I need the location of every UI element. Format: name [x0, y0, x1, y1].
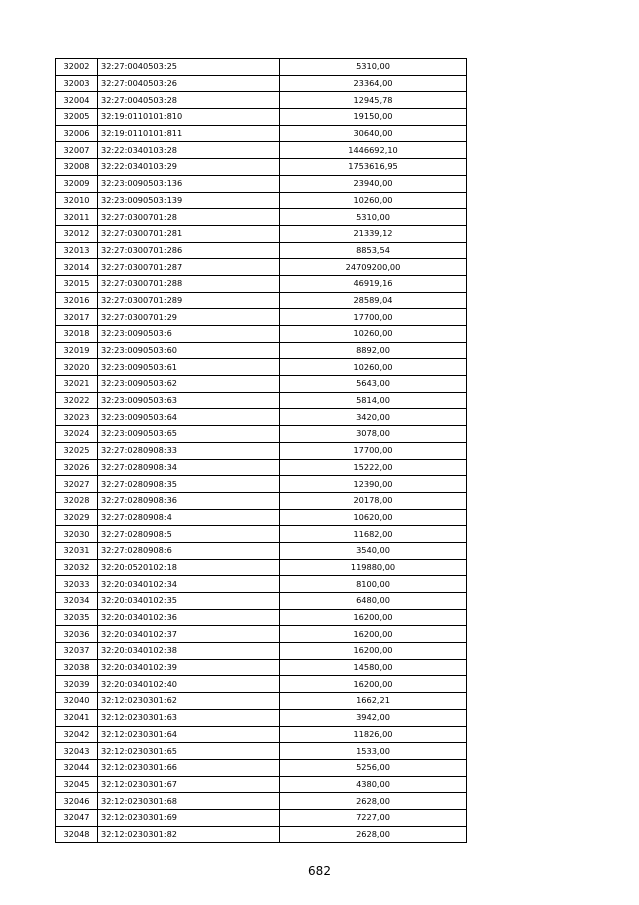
cadastral-number-cell: 32:27:0300701:288: [98, 275, 280, 292]
value-cell: 21339,12: [280, 225, 467, 242]
value-cell: 16200,00: [280, 626, 467, 643]
table-row: [56, 142, 467, 159]
row-number-cell: 32013: [56, 242, 98, 259]
table-row: [56, 426, 467, 443]
row-number-cell: 32010: [56, 192, 98, 209]
row-number-cell: 32005: [56, 109, 98, 126]
value-cell: 5310,00: [280, 59, 467, 76]
value-cell: 10260,00: [280, 192, 467, 209]
cadastral-number-cell: 32:27:0300701:287: [98, 259, 280, 276]
cadastral-number-cell: 32:20:0340102:39: [98, 659, 280, 676]
row-number-cell: 32006: [56, 125, 98, 142]
row-number-cell: 32020: [56, 359, 98, 376]
table-row: [56, 275, 467, 292]
row-number-cell: 32042: [56, 726, 98, 743]
cadastral-number-cell: 32:12:0230301:82: [98, 826, 280, 843]
row-number-cell: 32029: [56, 509, 98, 526]
cadastral-number-cell: 32:20:0340102:37: [98, 626, 280, 643]
cadastral-number-cell: 32:12:0230301:66: [98, 759, 280, 776]
cadastral-number-cell: 32:12:0230301:64: [98, 726, 280, 743]
cadastral-number-cell: 32:27:0300701:281: [98, 225, 280, 242]
cadastral-number-cell: 32:20:0340102:38: [98, 643, 280, 660]
table-row: [56, 542, 467, 559]
table-row: [56, 59, 467, 76]
row-number-cell: 32043: [56, 743, 98, 760]
row-number-cell: 32033: [56, 576, 98, 593]
value-cell: 14580,00: [280, 659, 467, 676]
cadastral-number-cell: 32:27:0280908:36: [98, 492, 280, 509]
table-row: [56, 92, 467, 109]
table-row: [56, 743, 467, 760]
table-row: [56, 793, 467, 810]
value-cell: 4380,00: [280, 776, 467, 793]
table-body: [56, 59, 467, 843]
table-row: [56, 342, 467, 359]
value-cell: 5643,00: [280, 376, 467, 393]
row-number-cell: 32016: [56, 292, 98, 309]
value-cell: 23940,00: [280, 175, 467, 192]
table-row: [56, 759, 467, 776]
row-number-cell: 32004: [56, 92, 98, 109]
cadastral-number-cell: 32:19:0110101:811: [98, 125, 280, 142]
row-number-cell: 32023: [56, 409, 98, 426]
table-row: [56, 326, 467, 343]
table-row: [56, 376, 467, 393]
table-row: [56, 809, 467, 826]
cadastral-number-cell: 32:23:0090503:62: [98, 376, 280, 393]
table-row: [56, 709, 467, 726]
row-number-cell: 32003: [56, 75, 98, 92]
value-cell: 20178,00: [280, 492, 467, 509]
value-cell: 19150,00: [280, 109, 467, 126]
value-cell: 10260,00: [280, 326, 467, 343]
row-number-cell: 32007: [56, 142, 98, 159]
cadastral-number-cell: 32:20:0340102:40: [98, 676, 280, 693]
value-cell: 17700,00: [280, 309, 467, 326]
row-number-cell: 32048: [56, 826, 98, 843]
table-row: [56, 776, 467, 793]
row-number-cell: 32039: [56, 676, 98, 693]
row-number-cell: 32011: [56, 209, 98, 226]
row-number-cell: 32014: [56, 259, 98, 276]
value-cell: 15222,00: [280, 459, 467, 476]
cadastral-number-cell: 32:22:0340103:28: [98, 142, 280, 159]
cadastral-number-cell: 32:12:0230301:63: [98, 709, 280, 726]
value-cell: 12390,00: [280, 476, 467, 493]
table-row: [56, 209, 467, 226]
cadastral-number-cell: 32:27:0040503:25: [98, 59, 280, 76]
table-row: [56, 593, 467, 610]
table-row: [56, 309, 467, 326]
value-cell: 3942,00: [280, 709, 467, 726]
value-cell: 30640,00: [280, 125, 467, 142]
value-cell: 8892,00: [280, 342, 467, 359]
cadastral-number-cell: 32:20:0520102:18: [98, 559, 280, 576]
cadastral-number-cell: 32:27:0280908:4: [98, 509, 280, 526]
value-cell: 10260,00: [280, 359, 467, 376]
value-cell: 23364,00: [280, 75, 467, 92]
table-row: [56, 125, 467, 142]
row-number-cell: 32035: [56, 609, 98, 626]
row-number-cell: 32002: [56, 59, 98, 76]
row-number-cell: 32026: [56, 459, 98, 476]
row-number-cell: 32015: [56, 275, 98, 292]
value-cell: 5256,00: [280, 759, 467, 776]
value-cell: 7227,00: [280, 809, 467, 826]
row-number-cell: 32040: [56, 693, 98, 710]
row-number-cell: 32019: [56, 342, 98, 359]
row-number-cell: 32017: [56, 309, 98, 326]
cadastral-number-cell: 32:27:0280908:6: [98, 542, 280, 559]
cadastral-number-cell: 32:20:0340102:35: [98, 593, 280, 610]
table-row: [56, 609, 467, 626]
table-row: [56, 492, 467, 509]
cadastral-number-cell: 32:27:0280908:34: [98, 459, 280, 476]
value-cell: 2628,00: [280, 826, 467, 843]
cadastral-number-cell: 32:22:0340103:29: [98, 159, 280, 176]
row-number-cell: 32046: [56, 793, 98, 810]
table-row: [56, 242, 467, 259]
cadastral-number-cell: 32:23:0090503:136: [98, 175, 280, 192]
value-cell: 11682,00: [280, 526, 467, 543]
value-cell: 1446692,10: [280, 142, 467, 159]
table-row: [56, 676, 467, 693]
value-cell: 1662,21: [280, 693, 467, 710]
value-cell: 16200,00: [280, 609, 467, 626]
row-number-cell: 32041: [56, 709, 98, 726]
value-cell: 10620,00: [280, 509, 467, 526]
row-number-cell: 32045: [56, 776, 98, 793]
cadastral-number-cell: 32:27:0040503:28: [98, 92, 280, 109]
table-row: [56, 192, 467, 209]
cadastral-value-table: [55, 58, 467, 843]
row-number-cell: 32027: [56, 476, 98, 493]
value-cell: 6480,00: [280, 593, 467, 610]
value-cell: 5814,00: [280, 392, 467, 409]
value-cell: 1533,00: [280, 743, 467, 760]
table-row: [56, 459, 467, 476]
value-cell: 11826,00: [280, 726, 467, 743]
value-cell: 17700,00: [280, 442, 467, 459]
row-number-cell: 32044: [56, 759, 98, 776]
value-cell: 16200,00: [280, 676, 467, 693]
table-row: [56, 509, 467, 526]
table-row: [56, 693, 467, 710]
row-number-cell: 32012: [56, 225, 98, 242]
row-number-cell: 32022: [56, 392, 98, 409]
table-row: [56, 409, 467, 426]
row-number-cell: 32038: [56, 659, 98, 676]
cadastral-number-cell: 32:12:0230301:69: [98, 809, 280, 826]
table-row: [56, 526, 467, 543]
cadastral-number-cell: 32:19:0110101:810: [98, 109, 280, 126]
cadastral-number-cell: 32:23:0090503:65: [98, 426, 280, 443]
row-number-cell: 32047: [56, 809, 98, 826]
table-row: [56, 392, 467, 409]
row-number-cell: 32032: [56, 559, 98, 576]
value-cell: 8100,00: [280, 576, 467, 593]
row-number-cell: 32037: [56, 643, 98, 660]
row-number-cell: 32008: [56, 159, 98, 176]
table-row: [56, 626, 467, 643]
value-cell: 3540,00: [280, 542, 467, 559]
value-cell: 2628,00: [280, 793, 467, 810]
row-number-cell: 32025: [56, 442, 98, 459]
value-cell: 1753616,95: [280, 159, 467, 176]
row-number-cell: 32009: [56, 175, 98, 192]
table-row: [56, 359, 467, 376]
cadastral-number-cell: 32:23:0090503:64: [98, 409, 280, 426]
table-row: [56, 442, 467, 459]
cadastral-number-cell: 32:20:0340102:36: [98, 609, 280, 626]
cadastral-number-cell: 32:23:0090503:63: [98, 392, 280, 409]
cadastral-number-cell: 32:27:0280908:33: [98, 442, 280, 459]
table-row: [56, 259, 467, 276]
value-cell: 12945,78: [280, 92, 467, 109]
value-cell: 5310,00: [280, 209, 467, 226]
cadastral-number-cell: 32:23:0090503:6: [98, 326, 280, 343]
value-cell: 3078,00: [280, 426, 467, 443]
cadastral-number-cell: 32:27:0300701:28: [98, 209, 280, 226]
row-number-cell: 32031: [56, 542, 98, 559]
row-number-cell: 32021: [56, 376, 98, 393]
cadastral-number-cell: 32:27:0300701:286: [98, 242, 280, 259]
row-number-cell: 32024: [56, 426, 98, 443]
table-row: [56, 643, 467, 660]
table-row: [56, 109, 467, 126]
cadastral-number-cell: 32:12:0230301:62: [98, 693, 280, 710]
cadastral-number-cell: 32:12:0230301:68: [98, 793, 280, 810]
row-number-cell: 32034: [56, 593, 98, 610]
row-number-cell: 32028: [56, 492, 98, 509]
value-cell: 119880,00: [280, 559, 467, 576]
value-cell: 24709200,00: [280, 259, 467, 276]
table-row: [56, 159, 467, 176]
row-number-cell: 32030: [56, 526, 98, 543]
cadastral-number-cell: 32:27:0300701:289: [98, 292, 280, 309]
cadastral-number-cell: 32:27:0280908:35: [98, 476, 280, 493]
cadastral-number-cell: 32:23:0090503:139: [98, 192, 280, 209]
cadastral-number-cell: 32:27:0300701:29: [98, 309, 280, 326]
table-row: [56, 225, 467, 242]
page-number: 682: [308, 864, 331, 878]
cadastral-number-cell: 32:27:0040503:26: [98, 75, 280, 92]
row-number-cell: 32036: [56, 626, 98, 643]
value-cell: 3420,00: [280, 409, 467, 426]
cadastral-number-cell: 32:20:0340102:34: [98, 576, 280, 593]
table-row: [56, 559, 467, 576]
table-row: [56, 476, 467, 493]
table-row: [56, 726, 467, 743]
table-row: [56, 659, 467, 676]
value-cell: 46919,16: [280, 275, 467, 292]
table-row: [56, 175, 467, 192]
row-number-cell: 32018: [56, 326, 98, 343]
table-row: [56, 826, 467, 843]
cadastral-number-cell: 32:23:0090503:61: [98, 359, 280, 376]
value-cell: 16200,00: [280, 643, 467, 660]
cadastral-number-cell: 32:12:0230301:65: [98, 743, 280, 760]
table-row: [56, 75, 467, 92]
table-row: [56, 576, 467, 593]
cadastral-number-cell: 32:12:0230301:67: [98, 776, 280, 793]
value-cell: 8853,54: [280, 242, 467, 259]
cadastral-number-cell: 32:23:0090503:60: [98, 342, 280, 359]
table-row: [56, 292, 467, 309]
value-cell: 28589,04: [280, 292, 467, 309]
cadastral-number-cell: 32:27:0280908:5: [98, 526, 280, 543]
